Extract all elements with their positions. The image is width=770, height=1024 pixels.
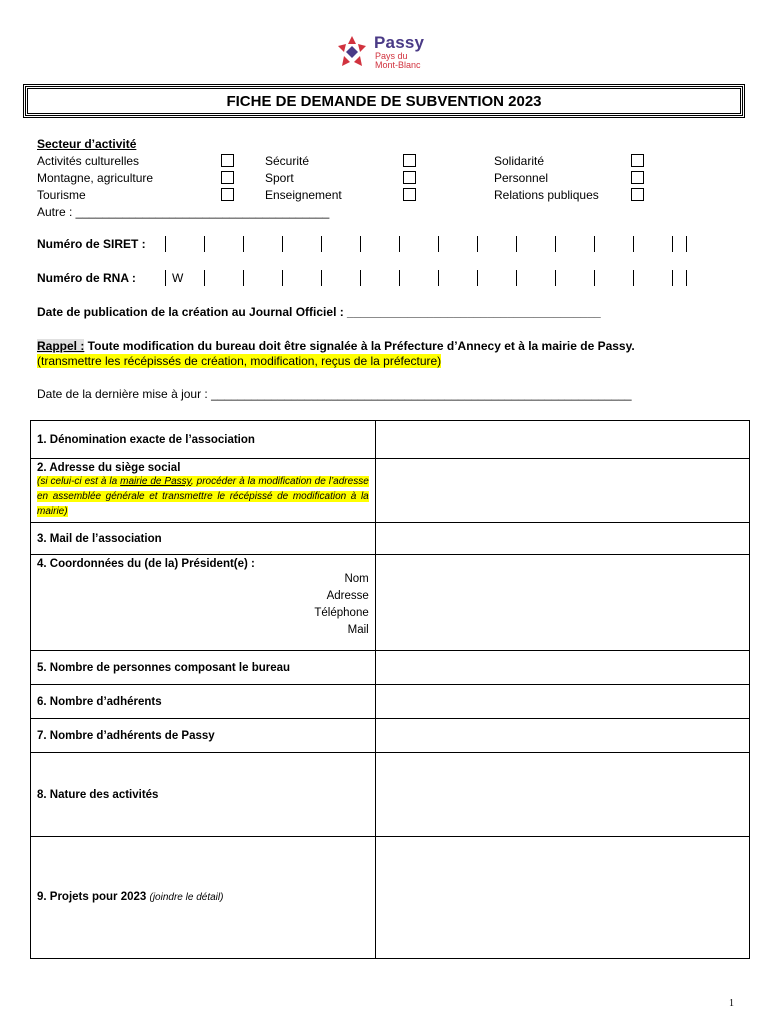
row2-input[interactable] (375, 459, 749, 523)
rna-digit-box[interactable] (399, 270, 438, 286)
secteur-col3-item: Personnel (494, 171, 549, 185)
row5-input[interactable] (375, 651, 749, 685)
row9-label: 9. Projets pour 2023 (37, 891, 147, 903)
table-row (31, 421, 750, 459)
passy-logo-mark-icon (334, 34, 370, 70)
siret-digit-boxes[interactable] (165, 236, 687, 252)
president-mail-label: Mail (347, 624, 369, 636)
siret-digit-box[interactable] (477, 236, 516, 252)
table-row (31, 837, 750, 959)
secteur-col2-item: Sport (265, 171, 294, 185)
table-row (31, 753, 750, 837)
passy-logo (334, 32, 444, 72)
row1-input[interactable] (375, 421, 749, 459)
rna-digit-box[interactable] (594, 270, 633, 286)
row9-input[interactable] (375, 837, 749, 959)
siret-label: Numéro de SIRET : (37, 237, 146, 251)
siret-digit-box[interactable] (438, 236, 477, 252)
secteur-col2-item: Enseignement (265, 188, 342, 202)
table-row (31, 685, 750, 719)
autre-field[interactable]: Autre : ______________________________________ (37, 205, 330, 219)
siret-digit-box[interactable] (165, 236, 204, 252)
row6-input[interactable] (375, 685, 749, 719)
checkbox-personnel[interactable] (631, 171, 644, 184)
row7-label: 7. Nombre d’adhérents de Passy (31, 719, 376, 753)
siret-digit-box[interactable] (633, 236, 672, 252)
rna-label: Numéro de RNA : (37, 271, 136, 285)
mise-a-jour-field[interactable]: Date de la dernière mise à jour : _______________________________________________________________ (37, 387, 632, 401)
secteur-col3-item: Relations publiques (494, 188, 599, 202)
secteur-heading: Secteur d’activité (37, 137, 137, 151)
rna-digit-boxes[interactable] (165, 270, 687, 286)
row4-label-cell (31, 555, 376, 651)
rappel-label: Rappel : (37, 339, 85, 353)
row3-label: 3. Mail de l’association (31, 523, 376, 555)
siret-digit-box[interactable] (243, 236, 282, 252)
form-title: FICHE DE DEMANDE DE SUBVENTION 2023 (25, 86, 743, 116)
secteur-col2-item: Sécurité (265, 154, 310, 168)
checkbox-sport[interactable] (403, 171, 416, 184)
siret-digit-box[interactable] (516, 236, 555, 252)
row9-note: (joindre le détail) (149, 892, 224, 903)
row3-input[interactable] (375, 523, 749, 555)
rna-digit-box[interactable] (360, 270, 399, 286)
rappel-text: Toute modification du bureau doit être signalée à la Préfecture d’Annecy et à la mairie de Passy. (84, 339, 635, 353)
row8-label: 8. Nature des activités (31, 753, 376, 837)
checkbox-solidarite[interactable] (631, 154, 644, 167)
association-info-table (30, 420, 750, 959)
rna-digit-box[interactable] (321, 270, 360, 286)
row2-label-cell (31, 459, 376, 523)
rna-digit-box[interactable] (516, 270, 555, 286)
table-row (31, 459, 750, 523)
president-adresse-label: Adresse (326, 590, 369, 602)
siret-digit-box[interactable] (399, 236, 438, 252)
checkbox-enseignement[interactable] (403, 188, 416, 201)
rna-digit-box[interactable] (555, 270, 594, 286)
siret-digit-box[interactable] (282, 236, 321, 252)
row4-label: 4. Coordonnées du (de la) Président(e) : (37, 558, 255, 570)
logo-name: Passy (374, 33, 425, 52)
table-row (31, 523, 750, 555)
checkbox-tourisme[interactable] (221, 188, 234, 201)
table-row (31, 719, 750, 753)
rna-digit-box[interactable] (243, 270, 282, 286)
table-row (31, 555, 750, 651)
table-row (31, 651, 750, 685)
journal-officiel-field[interactable]: Date de publication de la création au Journal Officiel : ______________________________________ (37, 305, 601, 319)
rna-digit-box[interactable] (438, 270, 477, 286)
row9-label-cell (31, 837, 376, 959)
row6-label: 6. Nombre d’adhérents (31, 685, 376, 719)
siret-digit-box[interactable] (672, 236, 687, 252)
rappel-line (37, 338, 635, 354)
siret-digit-box[interactable] (204, 236, 243, 252)
rna-digit-box[interactable] (204, 270, 243, 286)
row4-list (37, 571, 369, 639)
secteur-col1-item: Tourisme (37, 188, 86, 202)
row8-input[interactable] (375, 753, 749, 837)
row2-label: 2. Adresse du siège social (37, 462, 181, 474)
row7-input[interactable] (375, 719, 749, 753)
rna-digit-box[interactable] (477, 270, 516, 286)
rappel-note: (transmettre les récépissés de création, modification, reçus de la préfecture) (37, 354, 442, 368)
president-telephone-label: Téléphone (314, 607, 369, 619)
siret-digit-box[interactable] (321, 236, 360, 252)
checkbox-activites-culturelles[interactable] (221, 154, 234, 167)
row1-label: 1. Dénomination exacte de l’association (31, 421, 376, 459)
rna-prefix-box: W (165, 270, 204, 286)
checkbox-montagne-agriculture[interactable] (221, 171, 234, 184)
checkbox-relations-publiques[interactable] (631, 188, 644, 201)
secteur-col3-item: Solidarité (494, 154, 545, 168)
rna-digit-box[interactable] (282, 270, 321, 286)
secteur-col1-item: Montagne, agriculture (37, 171, 154, 185)
siret-digit-box[interactable] (360, 236, 399, 252)
rna-digit-box[interactable] (672, 270, 687, 286)
logo-tagline: Pays du Mont-Blanc (375, 51, 421, 70)
row4-input[interactable] (375, 555, 749, 651)
rna-digit-box[interactable] (633, 270, 672, 286)
secteur-col1-item: Activités culturelles (37, 154, 140, 168)
president-nom-label: Nom (344, 573, 369, 585)
row2-note: (si celui-ci est à la mairie de Passy, procéder à la modification de l’adresse en assemblée générale et transmettre le récépissé de modification à la mairie) (37, 476, 369, 517)
siret-digit-box[interactable] (555, 236, 594, 252)
page-number: 1 (729, 998, 734, 1009)
row5-label: 5. Nombre de personnes composant le bureau (31, 651, 376, 685)
siret-digit-box[interactable] (594, 236, 633, 252)
checkbox-securite[interactable] (403, 154, 416, 167)
